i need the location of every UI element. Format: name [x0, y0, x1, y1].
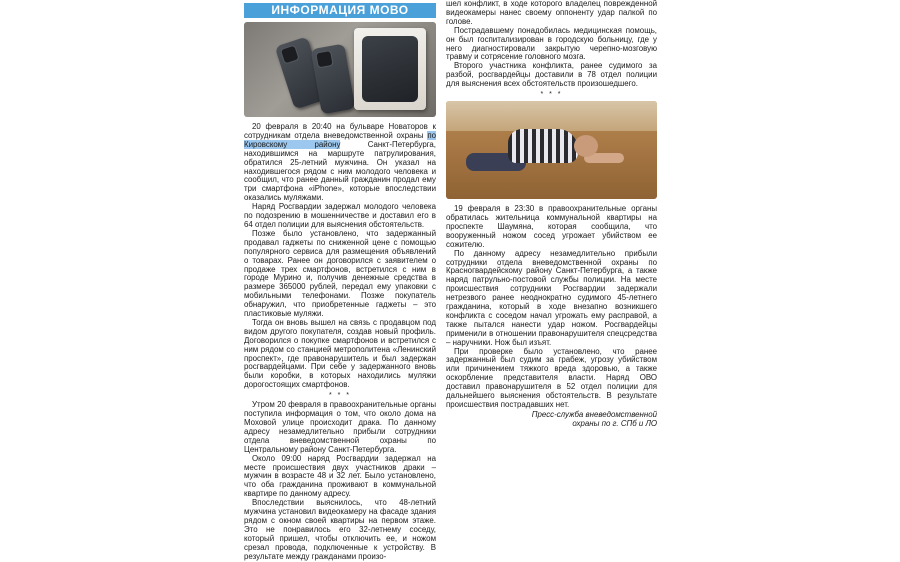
article3-paragraph-2: По данному адресу незамедлительно прибыли сотрудники отдела вневедомственной охраны по Красногвардейскому району Санкт-Петербурга, а также наряд патрульно-постовой службы полиции. На месте происшествия сотрудники Росгвардии задержали нетрезвого ранее неоднократно судимого 45-летнего гражданина, который в ходе внезапно возникшего конфликта с соседом начал угрожать ему расправой, а также пытался нанести удар ножом. Росгвардейцы применили в отношении правонарушителя спецсредства – наручники. Нож был изъят. — [446, 248, 657, 347]
smartphones-photo — [244, 22, 436, 117]
right-column — [446, 0, 657, 429]
left-column — [244, 0, 436, 562]
press-service-signature — [446, 411, 657, 429]
article3-paragraph-3: При проверке было установлено, что ранее задержанный был судим за грабеж, угрозу убийством или причинением тяжкого вреда здоровью, а также оскорбление представителя власти. Наряд ОВО доставил правонарушителя в 52 отдел полиции для дальнейшего выяснения обстоятельств. В результате происшествия пострадавших нет. — [446, 346, 657, 409]
detained-man-photo — [446, 101, 657, 199]
phone-icon — [311, 44, 356, 115]
signature-line-2: охраны по г. СПб и ЛО — [572, 418, 657, 428]
highlighted-text: по Кировскому району — [244, 130, 436, 149]
article1-paragraph-1 — [244, 123, 436, 203]
person-head-shape — [574, 135, 598, 157]
article1-paragraph-3: Позже было установлено, что задержанный продавал гаджеты по сниженной цене с помощью популярного сервиса для размещения объявлений о товарах. Ранее он договорился с заявителем о продаже трех смартфонов, встретился с ним в городе Мурино и, получив денежные средства в размере 365000 рублей, передал ему упаковки с мобильными телефонами. Позже покупатель обнаружил, что приобретенные гаджеты – это пластиковые муляжи. — [244, 228, 436, 319]
article1-paragraph-2: Наряд Росгвардии задержал молодого человека по подозрению в мошенничестве и доставил его в 64 отдел полиции для выяснения обстоятельств. — [244, 202, 436, 229]
article2-paragraph-4: шел конфликт, в ходе которого владелец поврежденной видеокамеры нанес своему оппоненту удар палкой по голове. — [446, 0, 657, 26]
separator: * * * — [328, 392, 352, 400]
signature-line-1: Пресс-служба вневедомственной — [531, 409, 657, 419]
article2-paragraph-3: Впоследствии выяснилось, что 48-летний мужчина установил видеокамеру на фасаде здания рядом с окном своей квартиры на первом этаже. Это не понравилось его 32-летнему соседу, который пришел, чтобы отключить ее, и ножом срезал провода, подключенные к устройству. В результате между гражданами произо- — [244, 498, 436, 561]
article2-paragraph-2: Около 09:00 наряд Росгвардии задержал на месте происшествия двух участников драки – мужчин в возрасте 48 и 32 лет. Было установлено, что оба гражданина проживают в коммунальной квартире по данному адресу. — [244, 453, 436, 499]
article2-paragraph-6: Второго участника конфликта, ранее судимого за разбой, росгвардейцы доставили в 78 отдел полиции для выяснения всех обстоятельств произошедшего. — [446, 61, 657, 89]
section-header: ИНФОРМАЦИЯ МОВО — [244, 3, 436, 18]
person-body-shape — [508, 129, 578, 163]
separator: * * * — [540, 91, 563, 99]
text-run: 20 февраля в 20:40 на бульваре Новаторов к сотрудникам отдела вневедомственной охраны — [244, 122, 436, 140]
phone-box-icon — [354, 28, 426, 110]
article1-paragraph-4: Тогда он вновь вышел на связь с продавцом под видом другого покупателя, создав новый профиль. Договорился о покупке смартфонов и встретился с ним рядом со станцией метрополитена «Ленинский проспект», где правонарушитель и был задержан росгвардейцами. При себе у задержанного вновь были коробки, в которых находились муляжи дорогостоящих смартфонов. — [244, 317, 436, 390]
article2-paragraph-5: Пострадавшему понадобилась медицинская помощь, он был госпитализирован в городскую больницу, где у него диагностировали закрытую черепно-мозговую травму и сотрясение головного мозга. — [446, 25, 657, 62]
text-run: Санкт-Петербурга, находившимся на маршруте патрулирования, обратился 25-летний мужчина. Он указал на находившегося рядом с ним молодого человека и сообщил, что ранее данный гражданин продал ему три смартфона «iPhone», которые впоследствии оказались муляжами. — [244, 139, 436, 203]
wall-area — [446, 101, 657, 131]
article3-paragraph-1: 19 февраля в 23:30 в правоохранительные органы обратилась жительница коммунальной квартиры на проспекте Шаумяна, которая сообщила, что вооруженный ножом сосед угрожает убийством ее сожителю. — [446, 204, 657, 249]
article2-paragraph-1: Утром 20 февраля в правоохранительные органы поступила информация о том, что около дома на Моховой улице происходит драка. По данному адресу незамедлительно прибыли сотрудники отдела вневедомственной охраны по Центральному району Санкт-Петербурга. — [244, 400, 436, 454]
